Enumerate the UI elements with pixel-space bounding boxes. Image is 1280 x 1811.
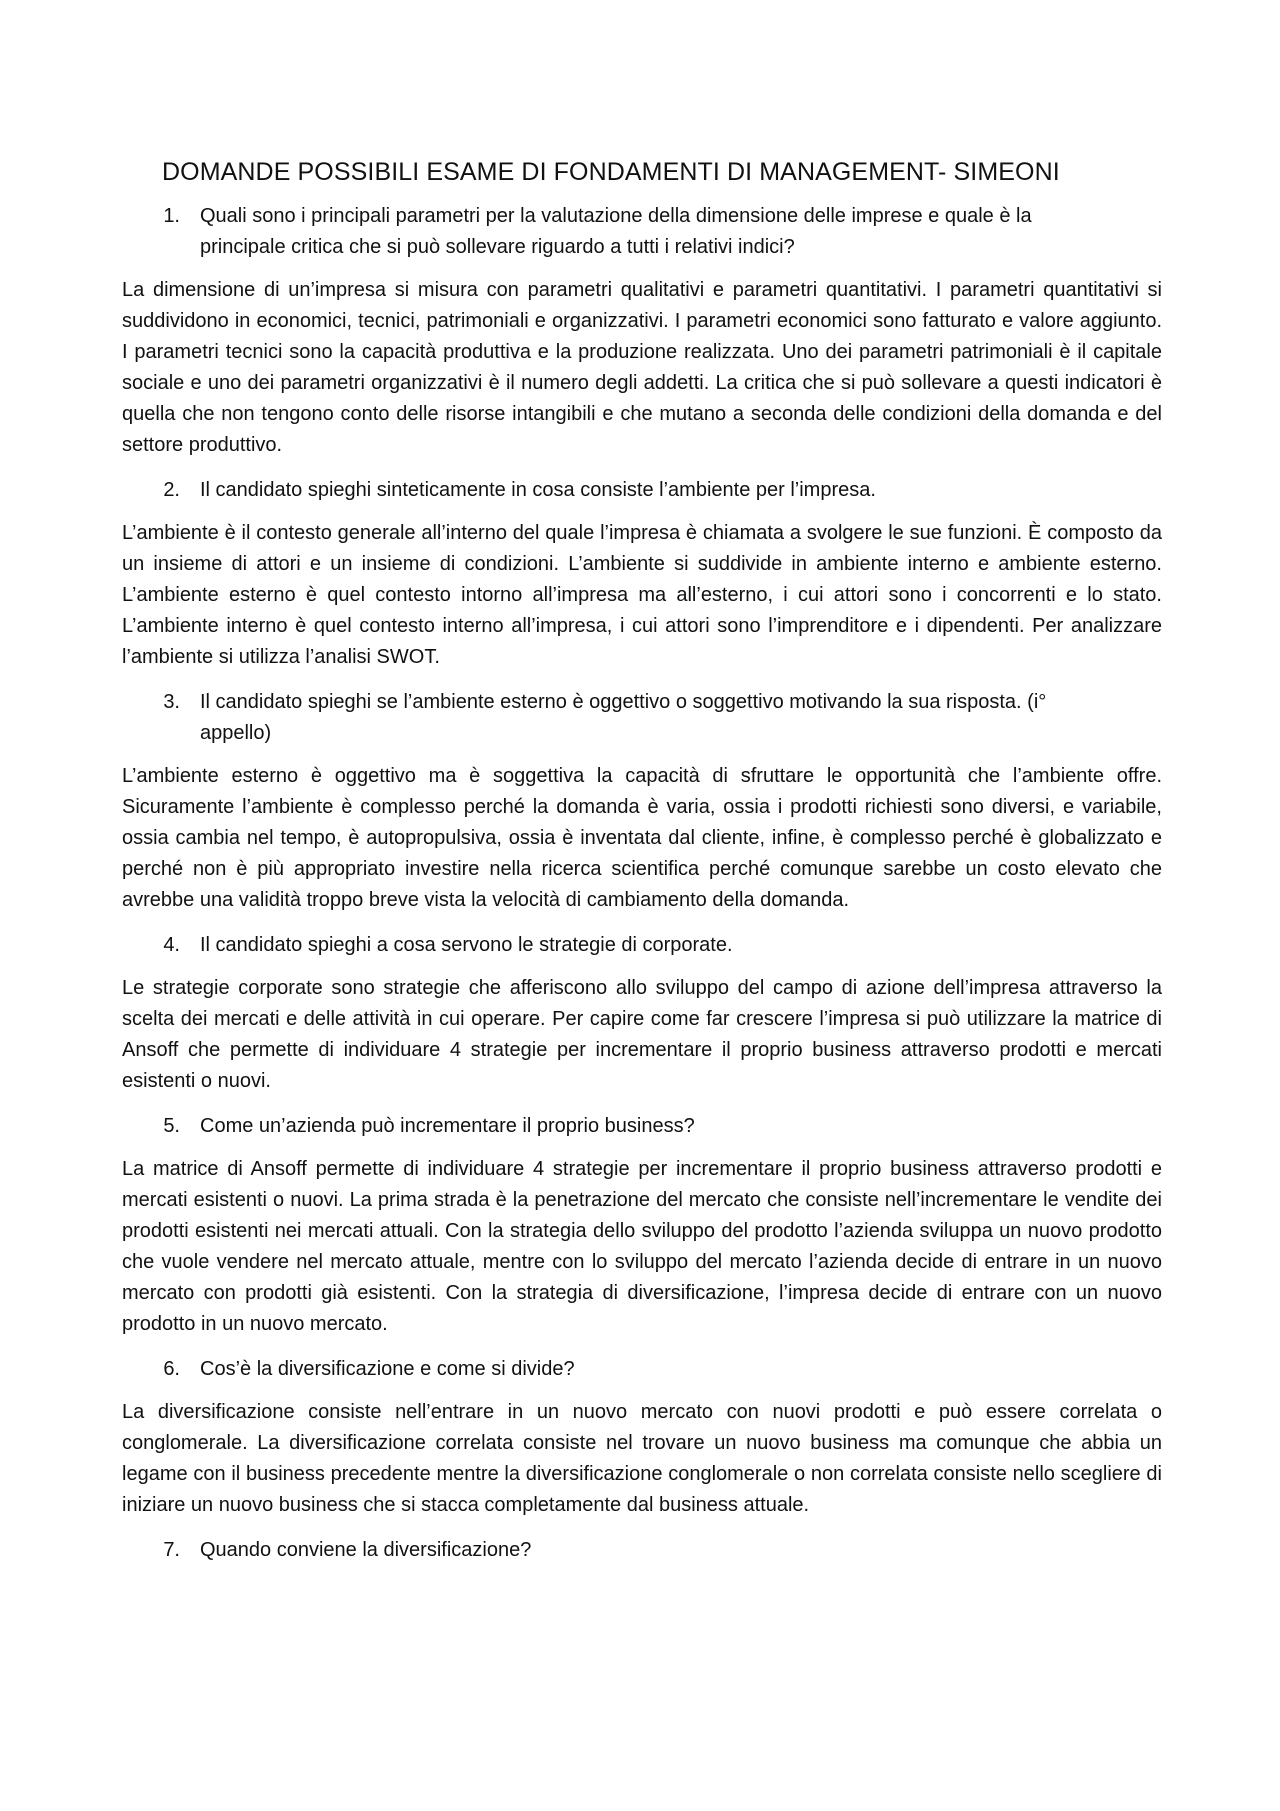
question-text: Il candidato spieghi se l’ambiente esterno è oggettivo o soggettivo motivando la sua risposta. (i° appello) (200, 691, 1047, 744)
question-7 (122, 1535, 1162, 1566)
document-title: DOMANDE POSSIBILI ESAME DI FONDAMENTI DI MANAGEMENT- SIMEONI (162, 158, 1060, 186)
answer-2: L’ambiente è il contesto generale all’interno del quale l’impresa è chiamata a svolgere le sue funzioni. È composto da un insieme di attori e un insieme di condizioni. L’ambiente si suddivide in ambiente interno e ambiente esterno. L’ambiente esterno è quel contesto intorno all’impresa ma all’esterno, i cui attori sono i concorrenti e lo stato. L’ambiente interno è quel contesto interno all’impresa, i cui attori sono l’imprenditore e i dipendenti. Per analizzare l’ambiente si utilizza l’analisi SWOT. (122, 522, 1162, 668)
question-4 (122, 930, 1162, 961)
question-text: Cos’è la diversificazione e come si divide? (200, 1358, 575, 1380)
question-text: Quali sono i principali parametri per la valutazione della dimensione delle imprese e quale è la principale critica che si può sollevare riguardo a tutti i relativi indici? (200, 205, 1032, 258)
question-number: 3. (163, 691, 180, 713)
question-2 (122, 475, 1162, 506)
question-text: Come un’azienda può incrementare il proprio business? (200, 1115, 695, 1137)
question-1 (122, 201, 1162, 263)
answer-4: Le strategie corporate sono strategie che afferiscono allo sviluppo del campo di azione dell’impresa attraverso la scelta dei mercati e delle attività in cui operare. Per capire come far crescere l’impresa si può utilizzare la matrice di Ansoff che permette di individuare 4 strategie per incrementare il proprio business attraverso prodotti e mercati esistenti o nuovi. (122, 977, 1162, 1092)
question-text: Quando conviene la diversificazione? (200, 1539, 532, 1561)
answer-5: La matrice di Ansoff permette di individuare 4 strategie per incrementare il proprio business attraverso prodotti e mercati esistenti o nuovi. La prima strada è la penetrazione del mercato che consiste nell’incrementare le vendite dei prodotti esistenti nei mercati attuali. Con la strategia dello sviluppo del prodotto l’azienda sviluppa un nuovo prodotto che vuole vendere nel mercato attuale, mentre con lo sviluppo del mercato l’azienda decide di entrare in un nuovo mercato con prodotti già esistenti. Con la strategia di diversificazione, l’impresa decide di entrare con un nuovo prodotto in un nuovo mercato. (122, 1158, 1162, 1335)
question-3 (122, 687, 1162, 749)
question-number: 4. (163, 934, 180, 956)
question-number: 6. (163, 1358, 180, 1380)
question-number: 1. (163, 205, 180, 227)
question-text: Il candidato spieghi sinteticamente in cosa consiste l’ambiente per l’impresa. (200, 479, 876, 501)
question-6 (122, 1354, 1162, 1385)
answer-1: La dimensione di un’impresa si misura con parametri qualitativi e parametri quantitativi. I parametri quantitativi si suddividono in economici, tecnici, patrimoniali e organizzativi. I parametri economici sono fatturato e valore aggiunto. I parametri tecnici sono la capacità produttiva e la produzione realizzata. Uno dei parametri patrimoniali è il capitale sociale e uno dei parametri organizzativi è il numero degli addetti. La critica che si può sollevare a questi indicatori è quella che non tengono conto delle risorse intangibili e che mutano a seconda delle condizioni della domanda e del settore produttivo. (122, 279, 1162, 456)
document-body (122, 155, 1162, 1578)
answer-3: L’ambiente esterno è oggettivo ma è soggettiva la capacità di sfruttare le opportunità che l’ambiente offre. Sicuramente l’ambiente è complesso perché la domanda è varia, ossia i prodotti richiesti sono diversi, e variabile, ossia cambia nel tempo, è autopropulsiva, ossia è inventata dal cliente, infine, è complesso perché è globalizzato e perché non è più appropriato investire nella ricerca scientifica perché comunque sarebbe un costo elevato che avrebbe una validità troppo breve vista la velocità di cambiamento della domanda. (122, 765, 1162, 911)
question-number: 5. (163, 1115, 180, 1137)
question-text: Il candidato spieghi a cosa servono le strategie di corporate. (200, 934, 733, 956)
question-5 (122, 1111, 1162, 1142)
answer-6: La diversificazione consiste nell’entrare in un nuovo mercato con nuovi prodotti e può essere correlata o conglomerale. La diversificazione correlata consiste nel trovare un nuovo business ma comunque che abbia un legame con il business precedente mentre la diversificazione conglomerale o non correlata consiste nello scegliere di iniziare un nuovo business che si stacca completamente dal business attuale. (122, 1401, 1162, 1516)
question-number: 2. (163, 479, 180, 501)
question-number: 7. (163, 1539, 180, 1561)
